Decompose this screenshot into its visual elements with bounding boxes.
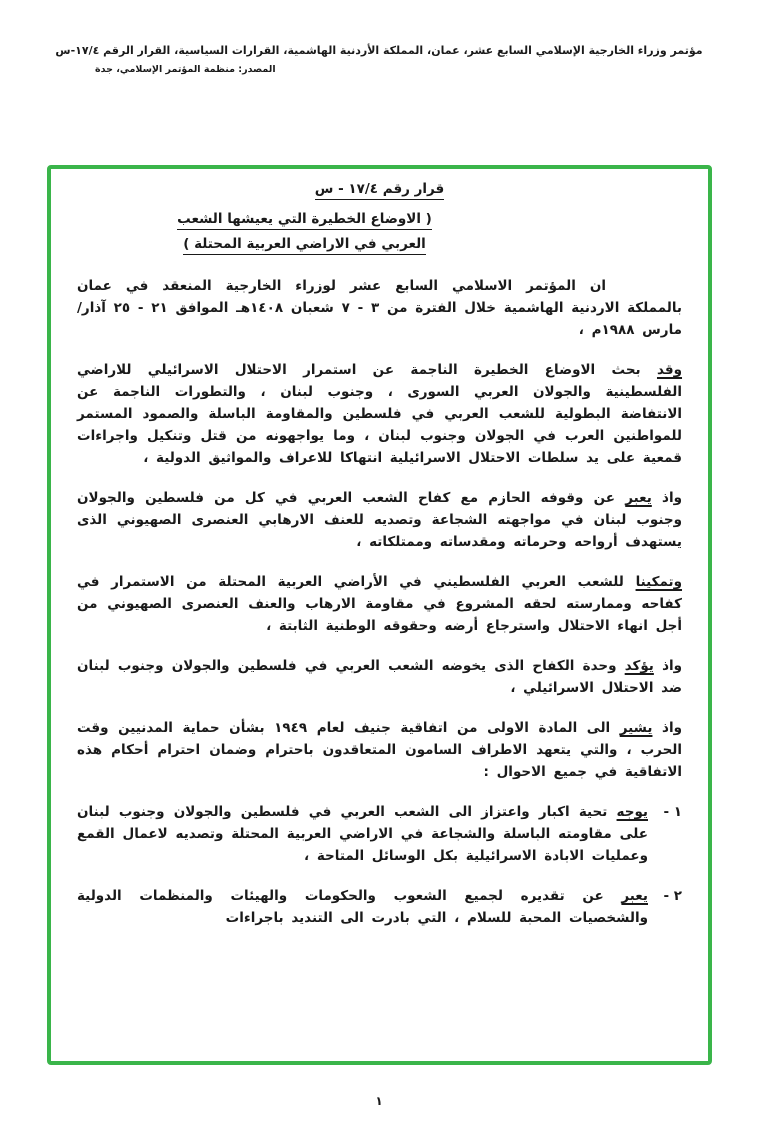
item-number: ٢ - (663, 888, 682, 904)
paragraph-text: الى المادة الاولى من اتفاقية جنيف لعام ١٩٤٩ بشأن حماية المدنيين وقت الحرب ، والتي يتعهد الاطراف السامون المتعاقدون باحترام وضمان احترام أحكام هذه الاتفاقية في جميع الاحوال : (77, 720, 682, 780)
paragraph-text: للشعب العربي الفلسطيني في الأراضي العربية المحتلة من الاستمرار في كفاحه وممارسته لحقه المشروع في مقاومة الارهاب والعنف العنصرى الصهيوني من أجل انهاء الاحتلال واسترجاع أرضه وحقوقه الوطنية الثابتة ، (77, 574, 682, 634)
paragraph-text: ان المؤتمر الاسلامي السابع عشر لوزراء الخارجية المنعقد في عمان بالمملكة الاردنية الهاشمية خلال الفترة من ٣ - ٧ شعبان ١٤٠٨هـ الموافق ٢١ - ٢٥ آذار/ مارس ١٩٨٨م ، (77, 278, 682, 338)
page-number: ١ (375, 1094, 383, 1108)
scanned-page (0, 44, 758, 1108)
resolution-subtitle-line1: ( الاوضاع الخطيرة التي يعيشها الشعب (177, 211, 432, 230)
resolution-title-text: قرار رقم ١٧/٤ - س (315, 181, 445, 200)
item-underlined-word: يوجه (616, 804, 648, 820)
paragraph-underlined-word: وقد (656, 362, 683, 378)
item-body: عن تقديره لجميع الشعوب والحكومات والهيئات والمنظمات الدولية والشخصيات المحبة للسلام ، التي بادرت الى التنديد باجراءات (77, 888, 648, 926)
operative-item-1 (77, 801, 682, 867)
paragraph-text: وحدة الكفاح الذى يخوضه الشعب العربي في فلسطين والجولان وجنوب لبنان ضد الاحتلال الاسرائيلي ، (77, 658, 682, 696)
item-text (77, 885, 648, 929)
paragraph-lead: واذ (662, 720, 682, 736)
preamble-paragraph-6 (77, 717, 682, 783)
preamble-paragraph-3 (77, 487, 682, 553)
preamble-paragraph-2 (77, 359, 682, 469)
paragraph-text: بحث الاوضاع الخطيرة الناجمة عن استمرار الاحتلال الاسرائيلي للاراضي الفلسطينية والجولان العربي السورى ، وجنوب لبنان ، والتطورات الناجمة عن الانتفاضة البطولية للشعب العربي في فلسطين والمقاومة الباسلة والصمود المستمر للمواطنين العرب في الجولان وجنوب لبنان ، وما يواجهونه من قتل وتنكيل واجراءات قمعية على يد سلطات الاحتلال الاسرائيلية انتهاكا للاعراف والمواثيق الدولية ، (77, 362, 682, 466)
operative-item-2 (77, 885, 682, 929)
preamble-paragraph-1 (77, 275, 682, 341)
resolution-title (77, 181, 682, 197)
item-number: ١ - (663, 804, 682, 820)
paragraph-lead: واذ (662, 658, 683, 674)
resolution-subtitle (77, 207, 532, 257)
preamble-paragraph-5 (77, 655, 682, 699)
resolution-subtitle-line2: العربي في الاراضي العربية المحتلة ) (183, 236, 426, 255)
paragraph-underlined-word: يؤكد (624, 658, 654, 674)
source-line: المصدر: منظمة المؤتمر الإسلامي، جدة (95, 64, 276, 75)
green-frame (47, 165, 712, 1065)
document-header-line: مؤتمر وزراء الخارجية الإسلامي السابع عشر، عمان، المملكة الأردنية الهاشمية، القرارات السياسية، القرار الرقم ١٧/٤-س (55, 44, 703, 57)
paragraph-underlined-word: وتمكينا (635, 574, 683, 590)
paragraph-lead: واذ (662, 490, 682, 506)
paragraph-underlined-word: يشير (619, 720, 653, 736)
paragraph-text: عن وقوفه الحازم مع كفاح الشعب العربي في كل من فلسطين والجولان وجنوب لبنان في مواجهته الشجاعة وتصديه للعنف الارهابي العنصرى الصهيوني الذى يستهدف أرواحه وحرماته ومقدساته وممتلكاته ، (77, 490, 682, 550)
preamble-paragraph-4 (77, 571, 682, 637)
item-underlined-word: يعبر (621, 888, 648, 904)
paragraph-underlined-word: يعبر (625, 490, 652, 506)
item-text (77, 801, 648, 867)
item-body: تحية اكبار واعتزاز الى الشعب العربي في فلسطين والجولان وجنوب لبنان على مقاومته الباسلة والشجاعة في الاراضي العربية المحتلة وتصديه لاعمال القمع وعمليات الابادة الاسرائيلية بكل الوسائل المتاحة ، (77, 804, 648, 864)
